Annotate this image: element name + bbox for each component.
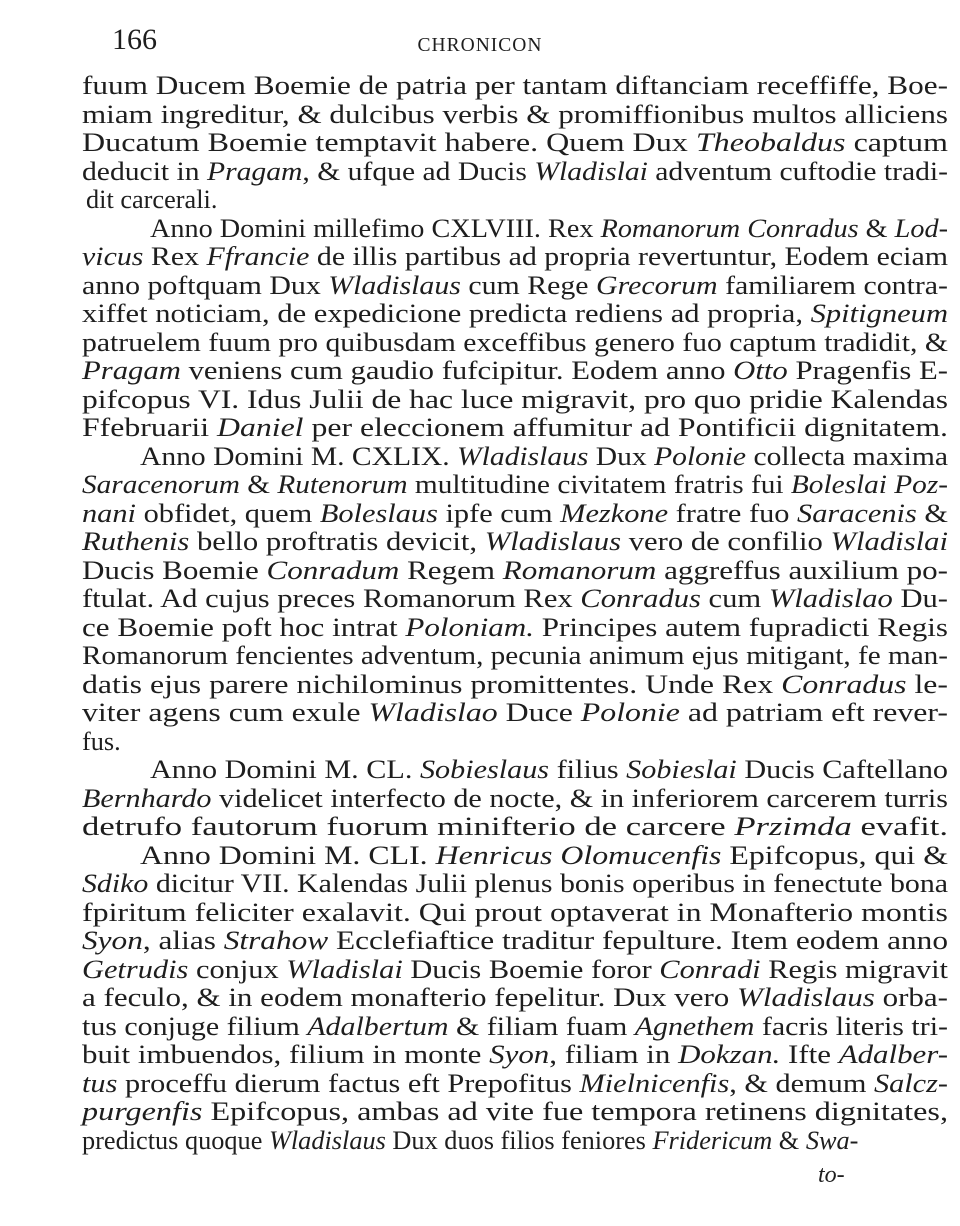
text-run: viter agens cum exule xyxy=(82,698,369,727)
text-run: Anno Domini M. CL. xyxy=(150,755,420,784)
text-run: adventum cuftodie tradi- xyxy=(647,156,948,186)
text-line xyxy=(86,184,948,216)
italic-name: Salcz- xyxy=(873,1068,948,1098)
text-line xyxy=(82,498,948,530)
italic-name: Romanorum xyxy=(502,555,657,585)
italic-name: Lod- xyxy=(894,213,948,243)
text-run: familiarem contra- xyxy=(717,270,948,300)
italic-name: Boleslai Poz- xyxy=(790,470,948,499)
italic-name: Ruthenis xyxy=(82,527,190,556)
text-line xyxy=(82,99,948,131)
text-run: veniens cum gaudio fufcipitur. Eodem anno xyxy=(180,356,734,385)
text-run: Dux duos filios feniores xyxy=(385,1125,653,1155)
italic-name: Wladislaus xyxy=(737,983,875,1012)
text-run: Ecclefiaftice traditur fepulture. Item eodem anno xyxy=(328,926,948,955)
text-run: Anno Domini M. CXLIX. xyxy=(140,441,457,471)
italic-name: Daniel xyxy=(217,413,304,442)
italic-name: Fridericum xyxy=(652,1125,773,1155)
text-line xyxy=(82,640,948,672)
text-run: fratre fuo xyxy=(668,498,798,528)
text-run: filius xyxy=(549,755,627,784)
text-run: miam ingreditur, & dulcibus verbis & promiffionibus multos alliciens xyxy=(82,99,948,129)
text-run: fuum Ducem Boemie de patria per tantam diftanciam receffiffe, Boe- xyxy=(82,71,949,100)
text-line xyxy=(82,469,948,501)
text-run: Ducatum Boemie temptavit habere. Quem Dux xyxy=(82,128,696,157)
text-line xyxy=(82,897,948,929)
text-run: Ducis Boemie xyxy=(82,555,267,585)
italic-name: Dokzan. xyxy=(678,1040,781,1069)
text-line xyxy=(82,697,948,729)
text-line xyxy=(150,754,948,786)
text-line xyxy=(82,1096,948,1128)
text-run: Principes autem fupradicti Regis xyxy=(533,612,948,642)
text-run: evafit. xyxy=(851,812,949,841)
text-run: anno poftquam Dux xyxy=(82,270,329,300)
text-run: Anno Domini M. CLI. xyxy=(140,840,436,870)
italic-name: Grecorum xyxy=(596,270,718,300)
italic-name: Wladislai xyxy=(830,527,948,556)
italic-name: Ffrancie xyxy=(206,242,310,271)
text-line xyxy=(82,526,948,558)
italic-name: Wladislaus xyxy=(484,527,622,556)
text-run: pifcopus VI. Idus Julii de hac luce migravit, pro quo pridie Kalendas xyxy=(82,384,949,414)
text-run: captum xyxy=(845,128,948,157)
italic-name: tus xyxy=(82,1068,118,1098)
text-run: Romanorum fencientes adventum, pecunia animum ejus mitigant, fe man- xyxy=(82,641,948,670)
italic-name: Pragam xyxy=(82,356,181,385)
text-run: detrufo fautorum fuorum minifterio de carcere xyxy=(82,812,735,841)
text-line xyxy=(82,127,948,159)
text-run: Epifcopus, ambas ad vite fue tempora retinens dignitates, xyxy=(202,1097,948,1126)
text-run: dicitur VII. Kalendas Julii plenus bonis operibus in fenectute bona xyxy=(148,869,948,898)
italic-name: Bernhardo xyxy=(82,783,212,813)
italic-name: Agnethem xyxy=(634,1011,755,1041)
text-run: ad patriam eft rever- xyxy=(679,698,948,727)
text-run: ftulat. Ad cujus preces Romanorum Rex xyxy=(82,584,581,613)
text-run: videlicet interfecto de nocte, & in inferiorem carcerem turris xyxy=(211,783,948,813)
italic-name: Conradi xyxy=(659,954,761,984)
italic-name: Polonie xyxy=(654,441,747,471)
text-line xyxy=(82,954,948,986)
text-run: multitudine civitatem fratris fui xyxy=(407,470,791,499)
text-run: Regis migravit xyxy=(760,954,948,984)
italic-name: Strahow xyxy=(223,926,329,955)
text-line xyxy=(82,1068,948,1100)
running-head-text: CHRONICON xyxy=(417,35,543,56)
italic-name: Syon xyxy=(489,1040,550,1069)
text-run: & xyxy=(916,498,948,528)
text-run: Regem xyxy=(399,555,503,585)
italic-name: Henricus Olomucenfis xyxy=(435,840,722,870)
italic-name: Wladislai xyxy=(286,954,403,984)
text-run: cum xyxy=(700,584,769,613)
italic-name: Polonie xyxy=(580,698,680,727)
italic-name: Mielnicenfis xyxy=(579,1068,730,1098)
text-run: fus. xyxy=(82,726,121,756)
text-run: & filiam fuam xyxy=(448,1011,635,1041)
text-run: & xyxy=(239,470,278,499)
italic-name: Conradus xyxy=(580,584,701,613)
italic-name: Wladislaus xyxy=(456,441,589,471)
text-run: Anno Domini millefimo CXLVIII. Rex xyxy=(150,213,601,243)
text-run: ipfe cum xyxy=(437,498,561,528)
text-run: & xyxy=(858,213,895,243)
text-run: collecta maxima xyxy=(746,441,948,471)
text-run: Ifte xyxy=(780,1040,839,1069)
text-run: Epifcopus, qui & xyxy=(721,840,948,870)
italic-name: Swa- xyxy=(805,1125,859,1155)
text-line xyxy=(82,384,948,416)
text-line xyxy=(82,327,948,359)
italic-name: Rutenorum xyxy=(277,470,408,499)
italic-name: Sdiko xyxy=(82,869,149,898)
text-run: xiffet noticiam, de expedicione predicta rediens ad propria, xyxy=(82,299,811,328)
text-run: Pragenfis E- xyxy=(787,356,948,385)
text-line xyxy=(82,1125,948,1157)
text-line xyxy=(82,982,948,1014)
italic-name: Theobaldus xyxy=(695,128,846,157)
text-line xyxy=(82,1011,948,1043)
text-line xyxy=(82,241,948,273)
italic-name: Wladislaus xyxy=(268,1125,386,1155)
text-run: a feculo, & in eodem monafterio fepelitur. Dux vero xyxy=(82,983,738,1012)
text-line xyxy=(82,156,948,188)
italic-name: Wladislai xyxy=(534,156,648,186)
text-run: , filiam in xyxy=(549,1040,679,1069)
text-line xyxy=(82,783,948,815)
text-run: , & ufque ad Ducis xyxy=(302,156,535,186)
italic-name: Getrudis xyxy=(82,954,189,984)
text-run: facris literis tri- xyxy=(754,1011,948,1041)
text-run: deducit in xyxy=(82,156,208,186)
text-line xyxy=(82,726,948,758)
text-run: Dux xyxy=(588,441,655,471)
text-line xyxy=(150,213,948,245)
text-run: datis ejus parere nichilominus promittentes. Unde Rex xyxy=(82,669,782,699)
text-run: Ducis Caftellano xyxy=(736,755,948,784)
text-run: de illis partibus ad propria revertuntur, Eodem eciam xyxy=(309,242,948,271)
text-run: fpiritum feliciter exalavit. Qui prout optaverat in Monafterio montis xyxy=(82,897,948,927)
text-run: proceffu dierum factus eft Prepofitus xyxy=(117,1068,580,1098)
italic-name: Syon xyxy=(82,926,143,955)
text-line xyxy=(82,298,948,330)
text-run: , & demum xyxy=(729,1068,874,1098)
text-run: & xyxy=(772,1125,806,1155)
italic-name: Sobieslaus xyxy=(419,755,550,784)
text-run: vero de confilio xyxy=(621,527,831,556)
italic-name: Conradum xyxy=(266,555,400,585)
text-run: aggreffus auxilium po- xyxy=(656,555,948,585)
text-run: le- xyxy=(906,669,948,699)
italic-name: Spitigneum xyxy=(810,299,948,328)
text-run: cum Rege xyxy=(460,270,597,300)
text-line xyxy=(82,811,948,843)
text-line xyxy=(82,612,948,644)
text-line xyxy=(140,840,948,872)
text-run: per eleccionem affumitur ad Pontificii dignitatem. xyxy=(303,413,948,442)
text-run: tus conjuge filium xyxy=(82,1011,308,1041)
italic-name: Boleslaus xyxy=(319,498,438,528)
italic-name: Otto xyxy=(733,356,788,385)
text-line xyxy=(82,70,948,102)
text-line xyxy=(140,441,948,473)
text-line xyxy=(82,270,948,302)
italic-name: Wladislao xyxy=(768,584,893,613)
text-line xyxy=(82,355,948,387)
text-run: predictus quoque xyxy=(82,1125,269,1155)
italic-name: Saracenis xyxy=(797,498,917,528)
text-run: buit imbuendos, filium in monte xyxy=(82,1040,490,1069)
italic-name: Pragam xyxy=(207,156,303,186)
italic-name: purgenfis xyxy=(82,1097,203,1126)
text-run: conjux xyxy=(188,954,287,984)
italic-name: Romanorum Conradus xyxy=(600,213,859,243)
text-line xyxy=(82,412,948,444)
page-number: 166 xyxy=(112,23,157,56)
text-run: patruelem fuum pro quibusdam exceffibus genero fuo captum tradidit, & xyxy=(82,327,948,357)
text-line xyxy=(82,555,948,587)
italic-name: Adalber- xyxy=(838,1040,948,1069)
text-line xyxy=(82,669,948,701)
text-run: bello proftratis devicit, xyxy=(189,527,485,556)
italic-name: Poloniam. xyxy=(405,612,534,642)
italic-name: Wladislao xyxy=(368,698,498,727)
text-run: Ducis Boemie foror xyxy=(402,954,660,984)
italic-name: nani xyxy=(82,498,136,528)
text-line xyxy=(82,925,948,957)
italic-name: vicus xyxy=(82,242,144,271)
text-line xyxy=(82,583,948,615)
text-run: dit carcerali. xyxy=(86,185,218,214)
running-head xyxy=(0,28,960,62)
italic-name: Przimda xyxy=(734,812,852,841)
catchword: to- xyxy=(818,1162,845,1188)
text-line xyxy=(82,1039,948,1071)
text-run: Rex xyxy=(143,242,207,271)
italic-name: Sobieslai xyxy=(626,755,737,784)
text-run: orba- xyxy=(874,983,948,1012)
italic-name: Conradus xyxy=(781,669,907,699)
text-run: obfidet, quem xyxy=(135,498,320,528)
italic-name: Mezkone xyxy=(560,498,669,528)
text-line xyxy=(82,868,948,900)
text-run: Du- xyxy=(892,584,948,613)
text-run: Ffebruarii xyxy=(82,413,218,442)
text-run: , alias xyxy=(142,926,224,955)
italic-name: Wladislaus xyxy=(328,270,461,300)
italic-name: Saracenorum xyxy=(82,470,240,499)
text-run: ce Boemie poft hoc intrat xyxy=(82,612,406,642)
text-run: Duce xyxy=(497,698,581,727)
italic-name: Adalbertum xyxy=(307,1011,449,1041)
